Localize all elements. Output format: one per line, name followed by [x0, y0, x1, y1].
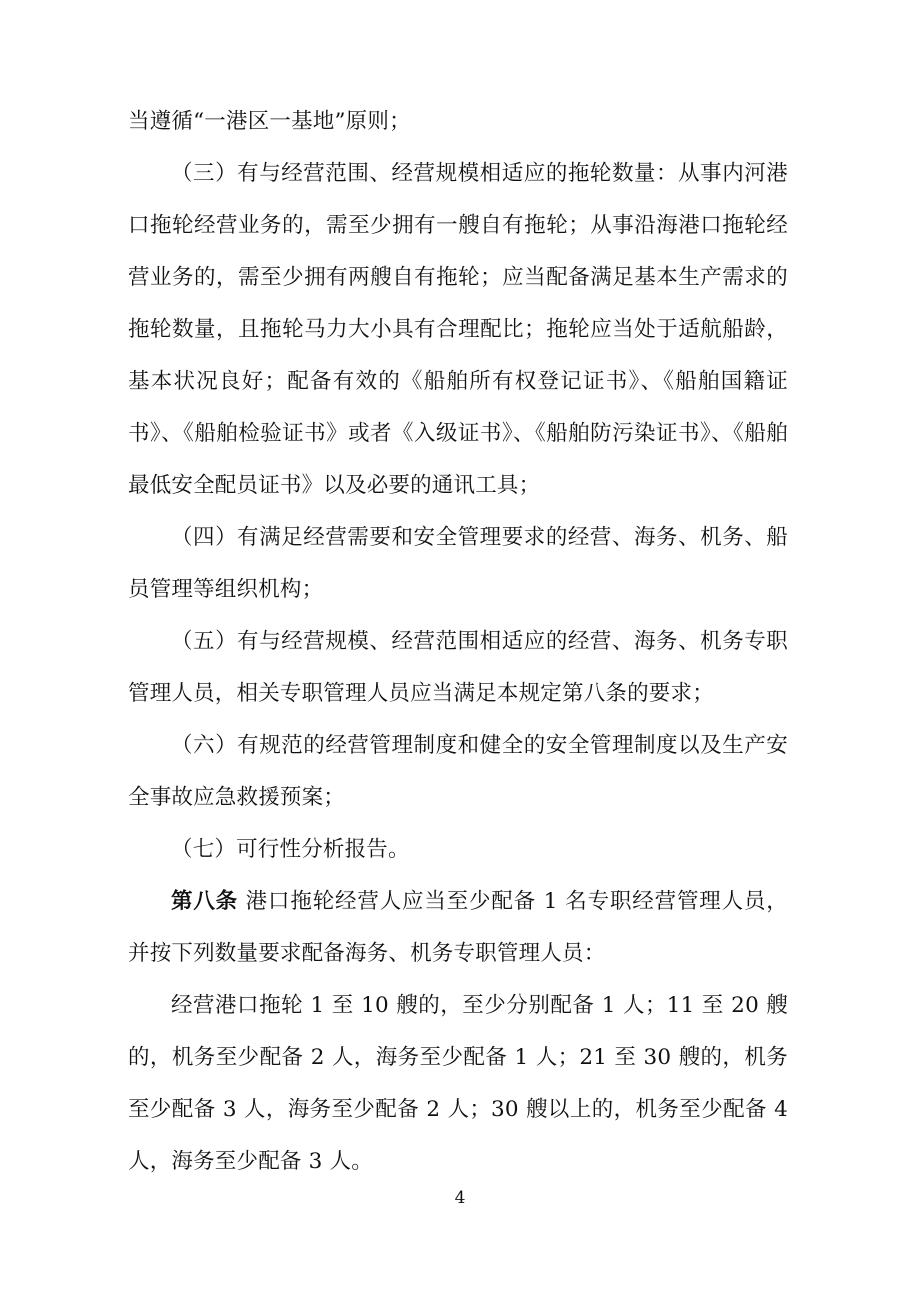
paragraph-item-5	[128, 616, 788, 720]
document-body	[128, 96, 788, 1188]
paragraph-text: 当遵循“一港区一基地”原则；	[128, 109, 411, 134]
paragraph-item-7	[128, 824, 788, 876]
paragraph-text: （三）有与经营范围、经营规模相适应的拖轮数量：从事内河港口拖轮经营业务的，需至少拥有一艘自有拖轮；从事沿海港口拖轮经营业务的，需至少拥有两艘自有拖轮；应当配备满足基本生产需求的拖轮数量，且拖轮马力大小具有合理配比；拖轮应当处于适航船龄，基本状况良好；配备有效的《船舶所有权登记证书》、《船舶国籍证书》、《船舶检验证书》或者《入级证书》、《船舶防污染证书》、《船舶最低安全配员证书》以及必要的通讯工具；	[128, 161, 788, 498]
paragraph-text: （七）可行性分析报告。	[171, 837, 410, 862]
paragraph-staffing-requirements	[128, 980, 788, 1188]
paragraph-text: 港口拖轮经营人应当至少配备 1 名专职经营管理人员，并按下列数量要求配备海务、机务专职管理人员：	[128, 889, 788, 966]
paragraph-text: （五）有与经营规模、经营范围相适应的经营、海务、机务专职管理人员，相关专职管理人员应当满足本规定第八条的要求；	[128, 629, 788, 706]
paragraph-item-6	[128, 720, 788, 824]
paragraph-item-3	[128, 148, 788, 512]
paragraph-text: （四）有满足经营需要和安全管理要求的经营、海务、机务、船员管理等组织机构；	[128, 525, 788, 602]
article-number-label: 第八条	[171, 889, 239, 914]
paragraph-continuation	[128, 96, 788, 148]
paragraph-item-4	[128, 512, 788, 616]
paragraph-text: （六）有规范的经营管理制度和健全的安全管理制度以及生产安全事故应急救援预案；	[128, 733, 788, 810]
paragraph-article-8	[128, 876, 788, 980]
page-number: 4	[454, 1188, 466, 1208]
paragraph-text: 经营港口拖轮 1 至 10 艘的，至少分别配备 1 人；11 至 20 艘的，机务至少配备 2 人，海务至少配备 1 人；21 至 30 艘的，机务至少配备 3 人，海务至少配备 2 人；30 艘以上的，机务至少配备 4 人，海务至少配备 3 人。	[128, 993, 788, 1174]
